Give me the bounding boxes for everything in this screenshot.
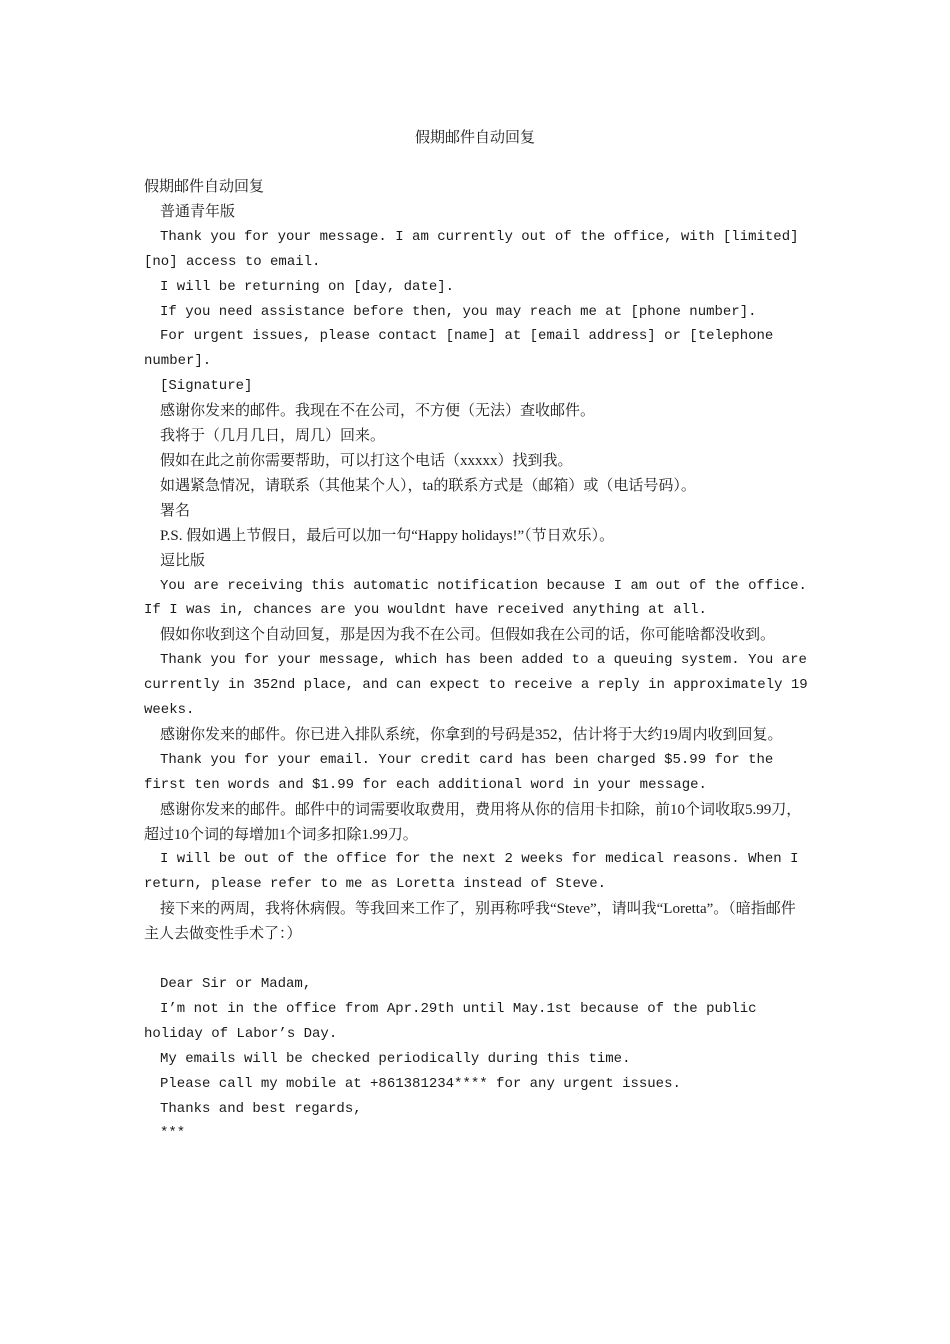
paragraph: Thank you for your message, which has been added to a queuing system. You are currently in 352nd place, and can expect to receive a reply in approximately 19 weeks. (144, 652, 808, 719)
paragraph: I will be returning on [day, date]. (160, 278, 455, 295)
paragraph: 感谢你发来的邮件。邮件中的词需要收取费用，费用将从你的信用卡扣除，前10个词收取5.99刀，超过10个词的每增加1个词多扣除1.99刀。 (144, 801, 802, 843)
paragraph: 假如在此之前你需要帮助，可以打这个电话（xxxxx）找到我。 (160, 452, 573, 469)
paragraph: You are receiving this automatic notification because I am out of the office. If I was in, chances are you wouldnt have received anything at all. (144, 577, 807, 619)
paragraph: 假如你收到这个自动回复，那是因为我不在公司。但假如我在公司的话，你可能啥都没收到。 (160, 627, 776, 644)
paragraph: 署名 (160, 502, 191, 519)
paragraph: Thanks and best regards, (160, 1100, 362, 1117)
document-title: 假期邮件自动回复 (414, 130, 535, 146)
paragraph: If you need assistance before then, you may reach me at [phone number]. (160, 303, 757, 320)
paragraph: For urgent issues, please contact [name] at [email address] or [telephone number]. (144, 328, 774, 370)
paragraph: I will be out of the office for the next 2 weeks for medical reasons. When I return, please refer to me as Loretta instead of Steve. (144, 851, 799, 893)
paragraph: Dear Sir or Madam, (160, 975, 312, 992)
blank-line (144, 947, 809, 972)
paragraph: Thank you for your message. I am currently out of the office, with [limited] [no] access to email. (144, 228, 799, 270)
paragraph: 普通青年版 (160, 203, 236, 220)
paragraph: [Signature] (160, 378, 253, 395)
paragraph: Thank you for your email. Your credit card has been charged $5.99 for the first ten words and $1.99 for each additional word in your message. (144, 751, 774, 793)
paragraph: 接下来的两周，我将休病假。等我回来工作了，别再称呼我“Steve”，请叫我“Loretta”。（暗指邮件主人去做变性手术了：） (144, 901, 796, 943)
paragraph: *** (160, 1125, 186, 1142)
paragraph: 如遇紧急情况，请联系（其他某个人），ta的联系方式是（邮箱）或（电话号码）。 (160, 477, 696, 494)
paragraph: 逗比版 (160, 552, 206, 569)
paragraph: 我将于（几月几日，周几）回来。 (160, 428, 386, 445)
paragraph: 感谢你发来的邮件。我现在不在公司，不方便（无法）查收邮件。 (160, 403, 596, 420)
document-body (144, 175, 809, 1146)
paragraph: Please call my mobile at +861381234**** for any urgent issues. (160, 1075, 681, 1092)
paragraph: My emails will be checked periodically during this time. (160, 1050, 631, 1067)
paragraph: I’m not in the office from Apr.29th until May.1st because of the public holiday of Labor’s Day. (144, 1000, 757, 1042)
paragraph: 感谢你发来的邮件。你已进入排队系统，你拿到的号码是352，估计将于大约19周内收到回复。 (160, 726, 783, 743)
paragraph: 假期邮件自动回复 (144, 179, 265, 195)
paragraph: P.S. 假如遇上节假日，最后可以加一句“Happy holidays!”（节日欢乐）。 (160, 527, 615, 544)
